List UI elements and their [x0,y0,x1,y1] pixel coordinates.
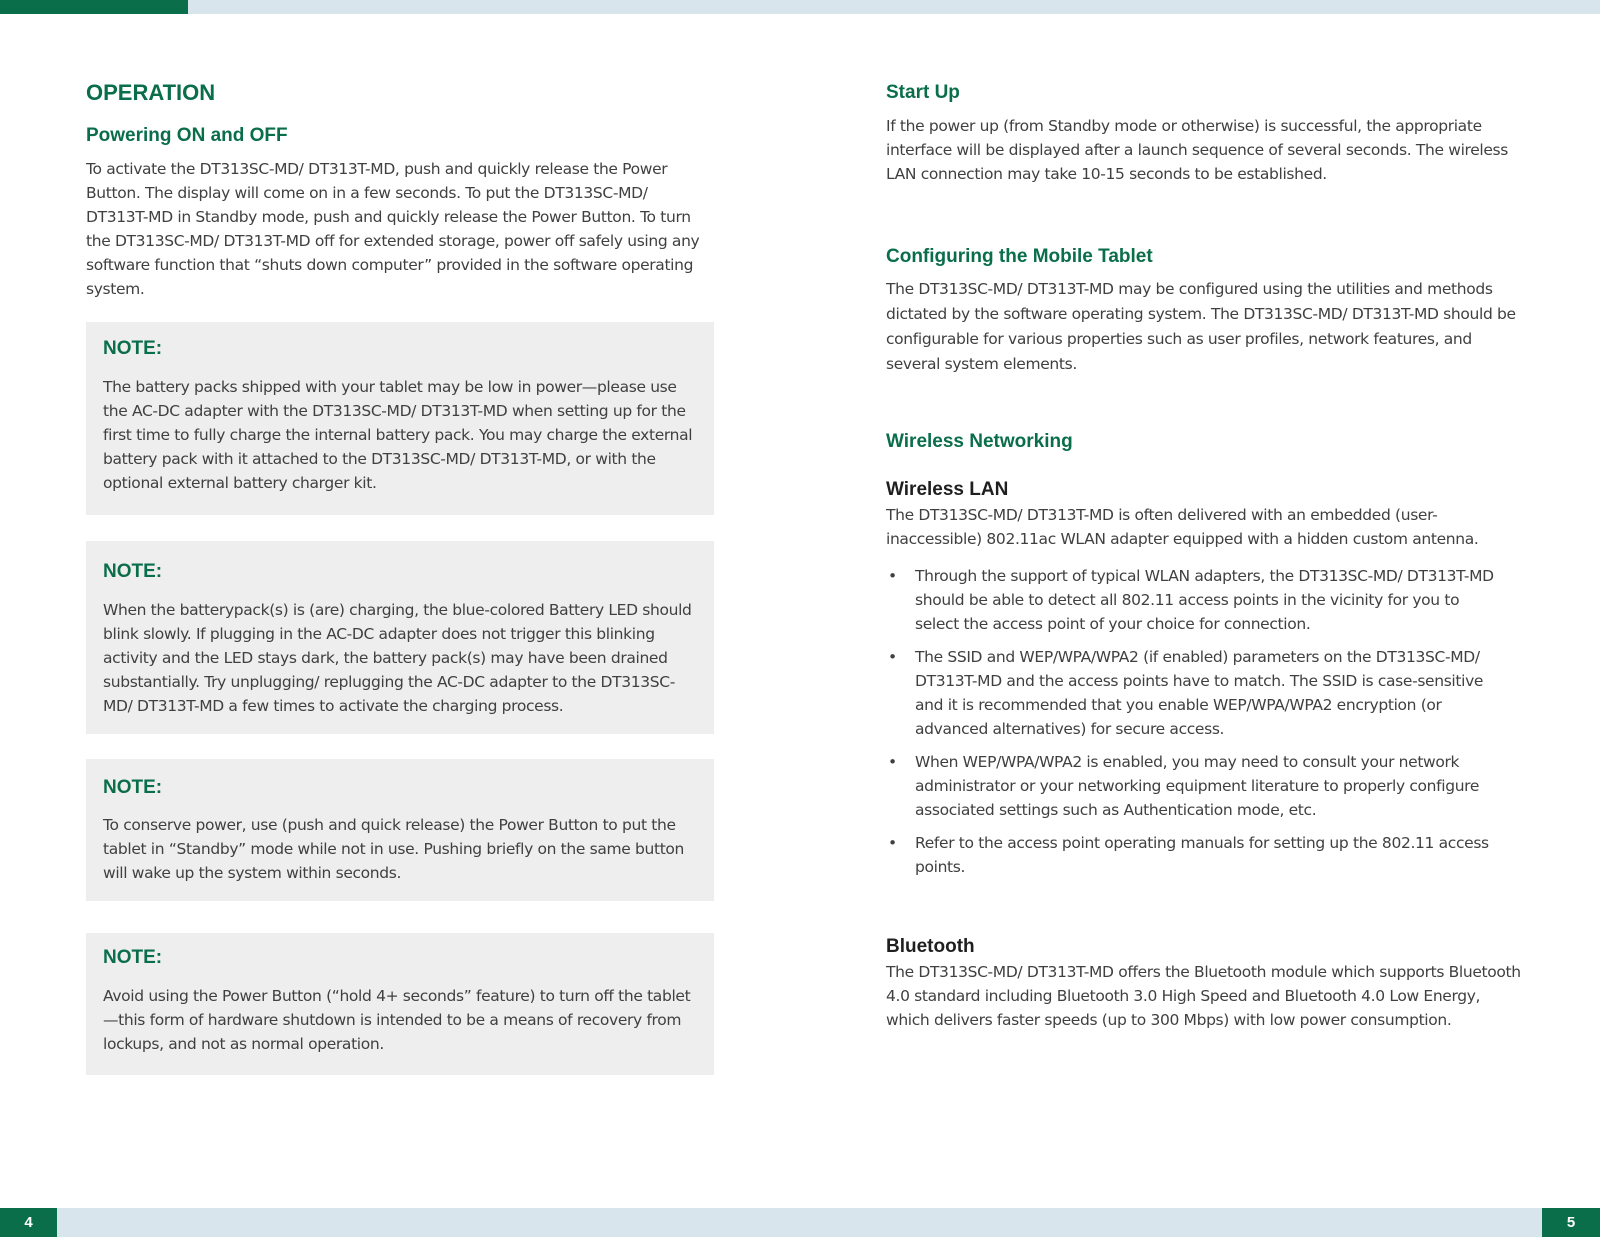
page-heading: OPERATION [86,80,216,105]
list-item-text: When WEP/WPA/WPA2 is enabled, you may need to consult your network administrator or your networking equipment literature to properly configure associated settings such as Authentication mode, etc. [915,753,1480,819]
section-title-wireless: Wireless Networking [886,431,1073,452]
top-band-accent [0,0,188,14]
wireless-lan-text: The DT313SC-MD/ DT313T-MD is often delivered with an embedded (user-inaccessible) 802.11ac WLAN adapter equipped with a hidden custom antenna. [886,506,1479,548]
note-box-battery [86,322,714,515]
note-box-charging [86,541,714,734]
note-text: The battery packs shipped with your tablet may be low in power—please use the AC-DC adapter with the DT313SC-MD/ DT313T-MD when setting up for the first time to fully charge the internal battery pack. You may charge the external battery pack with it attached to the DT313SC-MD/ DT313T-MD, or with the optional external battery charger kit. [103,378,693,492]
bottom-band [0,1208,1600,1237]
wireless-bullet-list [886,564,1506,888]
note-title: NOTE: [103,338,163,359]
powering-intro-text: To activate the DT313SC-MD/ DT313T-MD, push and quickly release the Power Button. The display will come on in a few seconds. To put the DT313SC-MD/ DT313T-MD in Standby mode, push and quickly release the Power Button. To turn the DT313SC-MD/ DT313T-MD off for extended storage, power off safely using any software function that “shuts down computer” provided in the software operating system. [86,160,700,298]
note-title: NOTE: [103,777,163,798]
configuring-text: The DT313SC-MD/ DT313T-MD may be configured using the utilities and methods dictated by the software operating system. The DT313SC-MD/ DT313T-MD should be configurable for various properties such as user profiles, network features, and several system elements. [886,280,1516,373]
section-title-configuring: Configuring the Mobile Tablet [886,246,1153,267]
startup-text: If the power up (from Standby mode or otherwise) is successful, the appropriate interface will be displayed after a launch sequence of several seconds. The wireless LAN connection may take 10-15 seconds to be established. [886,117,1508,183]
note-text: To conserve power, use (push and quick release) the Power Button to put the tablet in “Standby” mode while not in use. Pushing briefly on the same button will wake up the system within seconds. [103,816,685,882]
list-item-text: Through the support of typical WLAN adapters, the DT313SC-MD/ DT313T-MD should be able to detect all 802.11 access points in the vicinity for you to select the access point of your choice for connection. [915,567,1494,633]
note-box-shutdown [86,933,714,1075]
bullet-icon: • [888,567,897,585]
list-item [886,564,1506,636]
note-text: Avoid using the Power Button (“hold 4+ seconds” feature) to turn off the tablet—this form of hardware shutdown is intended to be a means of recovery from lockups, and not as normal operation. [103,987,691,1053]
list-item-text: Refer to the access point operating manuals for setting up the 802.11 access points. [915,834,1489,876]
bullet-icon: • [888,648,897,666]
page-number-left: 4 [0,1208,57,1237]
list-item [886,750,1506,822]
section-title-powering: Powering ON and OFF [86,125,288,146]
note-title: NOTE: [103,947,163,968]
page-number-right: 5 [1542,1208,1600,1237]
note-text: When the batterypack(s) is (are) charging, the blue-colored Battery LED should blink slowly. If plugging in the AC-DC adapter does not trigger this blinking activity and the LED stays dark, the battery pack(s) may have been drained substantially. Try unplugging/ replugging the AC-DC adapter to the DT313SC-MD/ DT313T-MD a few times to activate the charging process. [103,601,692,715]
note-title: NOTE: [103,561,163,582]
list-item [886,645,1506,741]
bluetooth-text: The DT313SC-MD/ DT313T-MD offers the Bluetooth module which supports Bluetooth 4.0 standard including Bluetooth 3.0 High Speed and Bluetooth 4.0 Low Energy, which delivers faster speeds (up to 300 Mbps) with low power consumption. [886,963,1521,1029]
list-item [886,831,1506,879]
note-box-standby [86,759,714,901]
section-title-startup: Start Up [886,82,960,103]
top-band [0,0,1600,14]
bullet-icon: • [888,834,897,852]
bullet-icon: • [888,753,897,771]
subsection-title-wireless-lan: Wireless LAN [886,479,1009,500]
list-item-text: The SSID and WEP/WPA/WPA2 (if enabled) parameters on the DT313SC-MD/ DT313T-MD and the access points have to match. The SSID is case-sensitive and it is recommended that you enable WEP/WPA/WPA2 encryption (or advanced alternatives) for secure access. [915,648,1484,738]
subsection-title-bluetooth: Bluetooth [886,936,975,957]
